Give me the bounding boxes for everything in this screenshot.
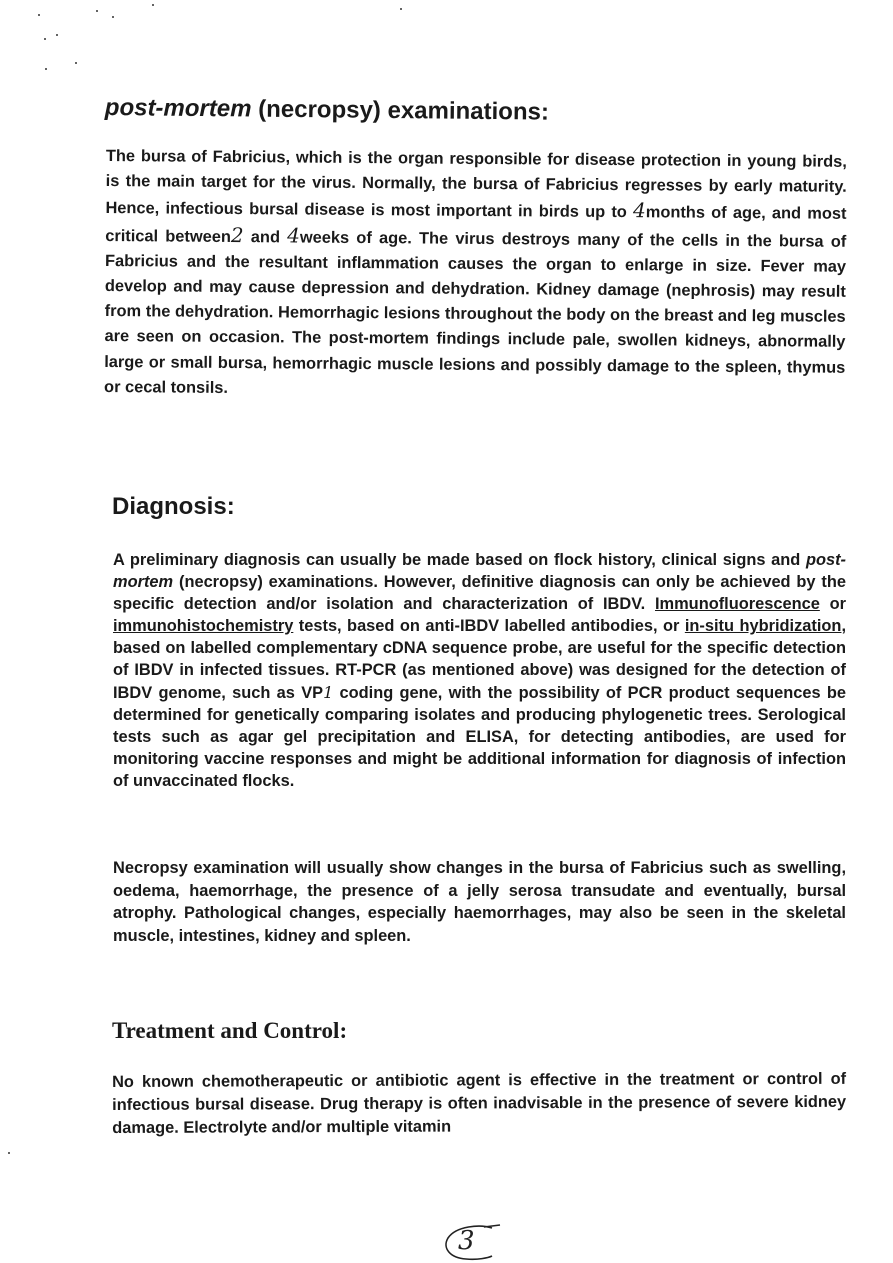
diagnosis-text-6: coding gene, with the possibility of PCR product sequences be determined for genetically comparing isolates and producing phylogenetic trees. Serological tests such as agar gel precipitation and ELISA, for detecting antibodies, are used for monitoring vaccine responses and might be additional information for diagnosis of infection of unvaccinated flocks.: [113, 683, 846, 790]
post-mortem-heading: [105, 94, 549, 127]
diagnosis-text-3: or: [819, 595, 846, 614]
post-mortem-text-2: months of age, and most critical between: [105, 203, 847, 246]
scan-speck: [38, 14, 40, 16]
underlined-term: immunohistochemistry: [113, 617, 294, 636]
post-mortem-heading-italic: post-mortem: [104, 94, 252, 123]
scan-speck: [112, 16, 114, 18]
scan-speck: [44, 38, 46, 40]
scan-speck: [45, 68, 47, 70]
scan-speck: [8, 1152, 10, 1154]
diagnosis-text-1: A preliminary diagnosis can usually be made based on flock history, clinical signs and: [113, 551, 806, 569]
diagnosis-heading: Diagnosis:: [112, 493, 235, 520]
diagnosis-text-4: tests, based on anti-IBDV labelled antibodies, or: [293, 617, 685, 636]
treatment-paragraph: No known chemotherapeutic or antibiotic agent is effective in the treatment or control of infectious bursal disease. Drug therapy is often inadvisable in the presence of severe kidney damage. Electrolyte and/or multiple vitamin: [112, 1069, 847, 1137]
post-mortem-heading-rest: (necropsy) examinations:: [251, 95, 550, 126]
page-number: [440, 1222, 502, 1262]
diagnosis-paragraph-1: [113, 549, 846, 792]
handwritten-number: 4: [287, 223, 301, 248]
diagnosis-italic-term: post-mortem: [113, 551, 846, 592]
diagnosis-paragraph-2: Necropsy examination will usually show changes in the bursa of Fabricius such as swelling, oedema, haemorrhage, the presence of a jelly serosa transudate and eventually, bursal atrophy. Pathological changes, especially haemorrhages, may also be seen in the skeletal muscle, intestines, kidney and spleen.: [113, 859, 846, 945]
post-mortem-paragraph: [104, 144, 847, 406]
treatment-heading: Treatment and Control:: [112, 1018, 348, 1043]
handwritten-number: 2: [230, 222, 244, 247]
scan-speck: [96, 10, 98, 12]
post-mortem-text-4: weeks of age. The virus destroys many of the cells in the bursa of Fabricius and the resultant inflammation causes the organ to enlarge in size. Fever may develop and may cause depression and dehydration. Kidney damage (nephrosis) may result from the dehydration. Hemorrhagic lesions throughout the body on the breast and leg muscles are seen on occasion. The post-mortem findings include pale, swollen kidneys, abnormally large or small bursa, hemorrhagic muscle lesions and possibly damage to the spleen, thymus or cecal tonsils.: [104, 228, 847, 397]
diagnosis-text-5: , based on labelled complementary cDNA sequence probe, are useful for the specific detection of IBDV in infected tissues. RT-PCR (as mentioned above) was designed for the detection of IBDV genome, such as VP: [113, 617, 847, 702]
post-mortem-text-3: and: [243, 227, 288, 247]
handwritten-number: 4: [632, 198, 646, 223]
scan-speck: [400, 8, 402, 10]
post-mortem-text-1: The bursa of Fabricius, which is the organ responsible for disease protection in young birds, is the main target for the virus. Normally, the bursa of Fabricius regresses by early maturity. Hence, infectious bursal disease is most important in birds up to: [105, 146, 847, 222]
diagnosis-text-2: (necropsy) examinations. However, definitive diagnosis can only be achieved by the specific detection and/or isolation and characterization of IBDV.: [113, 573, 846, 614]
scan-speck: [75, 62, 77, 64]
underlined-term: in-situ hybridization: [684, 617, 842, 636]
scan-speck: [152, 4, 154, 6]
handwritten-number: 1: [323, 682, 334, 702]
underlined-term: Immunofluorescence: [654, 595, 820, 614]
scan-speck: [56, 34, 58, 36]
page-number-text: 3: [458, 1226, 475, 1256]
